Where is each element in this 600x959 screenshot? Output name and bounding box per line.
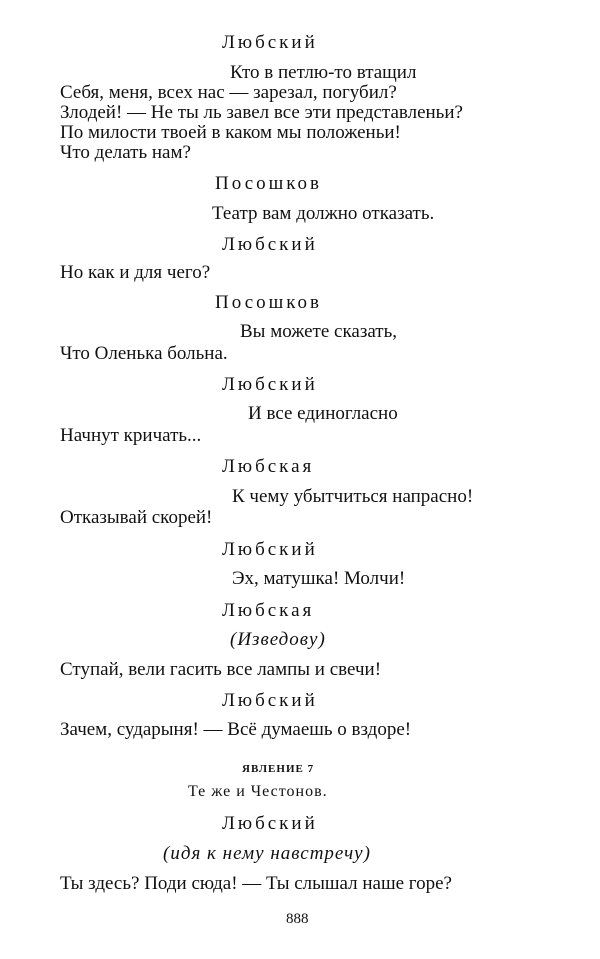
speaker-name: Посошков: [215, 173, 322, 194]
verse-line: Злодей! — Не ты ль завел все эти представленьи?: [60, 102, 463, 123]
scene-heading: ЯВЛЕНИЕ 7: [242, 763, 315, 775]
page-number: 888: [286, 911, 309, 927]
speaker-name: Любский: [222, 374, 318, 395]
verse-line: Что делать нам?: [60, 142, 191, 163]
speaker-name: Любская: [222, 600, 315, 621]
verse-line: К чему убытчиться напрасно!: [232, 486, 474, 507]
verse-line: Что Оленька больна.: [60, 343, 228, 364]
verse-line: И все единогласно: [248, 403, 398, 424]
verse-line: Начнут кричать...: [60, 425, 202, 446]
stage-direction: (Изведову): [230, 629, 326, 650]
verse-line: Зачем, сударыня! — Всё думаешь о вздоре!: [60, 719, 412, 740]
verse-line: Отказывай скорей!: [60, 507, 213, 528]
speaker-name: Любский: [222, 690, 318, 711]
verse-line: Ступай, вели гасить все лампы и свечи!: [60, 659, 382, 680]
verse-line: Эх, матушка! Молчи!: [232, 568, 406, 589]
speaker-name: Любский: [222, 539, 318, 560]
verse-line: Ты здесь? Поди сюда! — Ты слышал наше горе?: [60, 873, 452, 894]
speaker-name: Любский: [222, 234, 318, 255]
speaker-name: Любский: [222, 813, 318, 834]
speaker-name: Любский: [222, 32, 318, 53]
verse-line: Себя, меня, всех нас — зарезал, погубил?: [60, 82, 397, 103]
verse-line: Театр вам должно отказать.: [212, 203, 435, 224]
scene-cast: Те же и Честонов.: [188, 783, 328, 800]
stage-direction: (идя к нему навстречу): [163, 843, 371, 864]
verse-line: Но как и для чего?: [60, 262, 211, 283]
speaker-name: Посошков: [215, 292, 322, 313]
verse-line: Кто в петлю-то втащил: [230, 62, 417, 83]
verse-line: Вы можете сказать,: [240, 321, 398, 342]
speaker-name: Любская: [222, 456, 315, 477]
verse-line: По милости твоей в каком мы положеньи!: [60, 122, 401, 143]
